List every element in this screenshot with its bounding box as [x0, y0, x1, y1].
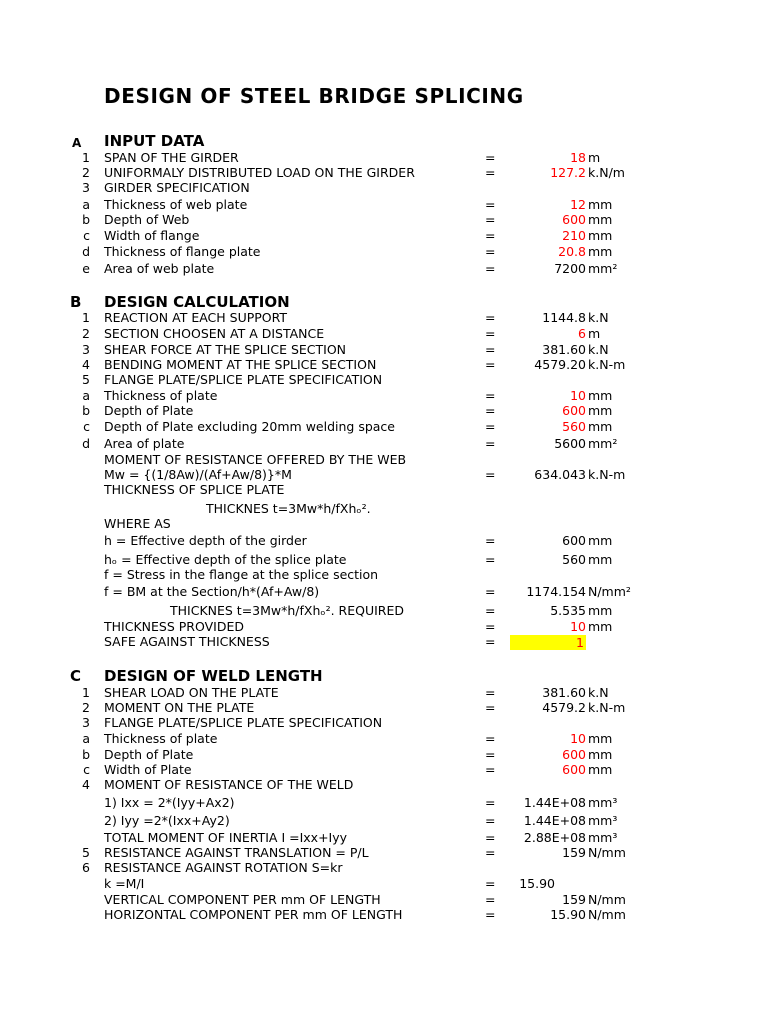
row-unit: mm	[588, 619, 613, 634]
equals-sign: =	[485, 150, 496, 165]
safety-check-cell: 1	[510, 635, 586, 650]
row-number: b	[82, 747, 90, 762]
row-label: Width of flange	[104, 228, 200, 243]
data-row	[0, 467, 768, 483]
row-number: 1	[82, 310, 90, 325]
page-title: DESIGN OF STEEL BRIDGE SPLICING	[104, 84, 524, 108]
data-row	[0, 197, 768, 213]
computed-value: 634.043	[534, 467, 586, 482]
equals-sign: =	[485, 212, 496, 227]
data-row	[0, 552, 768, 568]
row-label: RESISTANCE AGAINST TRANSLATION = P/L	[104, 845, 369, 860]
equals-sign: =	[485, 244, 496, 259]
data-row	[0, 876, 768, 892]
data-row	[0, 747, 768, 763]
equals-sign: =	[485, 357, 496, 372]
row-number: c	[83, 762, 90, 777]
data-row	[0, 567, 768, 583]
row-label: VERTICAL COMPONENT PER mm OF LENGTH	[104, 892, 381, 907]
row-unit: mm³	[588, 795, 618, 810]
row-label: BENDING MOMENT AT THE SPLICE SECTION	[104, 357, 377, 372]
equals-sign: =	[485, 552, 496, 567]
computed-value: 159	[562, 892, 586, 907]
row-unit: N/mm	[588, 907, 626, 922]
computed-value: 15.90	[550, 907, 586, 922]
row-label: Depth of Web	[104, 212, 190, 227]
computed-value: 2.88E+08	[523, 830, 586, 845]
row-unit: mm	[588, 533, 613, 548]
row-unit: mm	[588, 388, 613, 403]
row-unit: m	[588, 326, 601, 341]
computed-value: 1.44E+08	[523, 813, 586, 828]
row-number: 1	[82, 150, 90, 165]
data-row	[0, 777, 768, 793]
row-number: 3	[82, 180, 90, 195]
row-label: GIRDER SPECIFICATION	[104, 180, 250, 195]
data-row	[0, 452, 768, 468]
row-unit: mm	[588, 731, 613, 746]
row-unit: N/mm²	[588, 584, 631, 599]
computed-value: 7200	[554, 261, 586, 276]
equals-sign: =	[485, 165, 496, 180]
row-label: Depth of Plate	[104, 403, 194, 418]
row-label: Depth of Plate excluding 20mm welding space	[104, 419, 395, 434]
row-unit: mm	[588, 197, 613, 212]
row-unit: k.N	[588, 685, 609, 700]
row-number: 3	[82, 715, 90, 730]
input-value: 12	[570, 197, 586, 212]
row-unit: k.N-m	[588, 467, 626, 482]
input-value: 600	[562, 762, 586, 777]
computed-value: 5600	[554, 436, 586, 451]
row-number: d	[82, 436, 90, 451]
data-row	[0, 584, 768, 600]
data-row	[0, 634, 768, 650]
formula-label: TOTAL MOMENT OF INERTIA I =Ixx+Iyy	[104, 830, 348, 845]
data-row	[0, 533, 768, 549]
computed-value: 1.44E+08	[523, 795, 586, 810]
row-number: 3	[82, 342, 90, 357]
row-label: SECTION CHOOSEN AT A DISTANCE	[104, 326, 325, 341]
data-row	[0, 244, 768, 260]
row-unit: mm	[588, 244, 613, 259]
row-unit: mm²	[588, 261, 618, 276]
row-label: Area of web plate	[104, 261, 215, 276]
data-row	[0, 907, 768, 923]
data-row	[0, 715, 768, 731]
row-number: a	[82, 197, 90, 212]
data-row	[0, 482, 768, 498]
row-label: REACTION AT EACH SUPPORT	[104, 310, 288, 325]
section-letter: A	[72, 136, 82, 150]
computed-value: 159	[562, 845, 586, 860]
row-unit: mm	[588, 228, 613, 243]
row-number: c	[83, 419, 90, 434]
data-row	[0, 342, 768, 358]
data-row	[0, 150, 768, 166]
formula-label: 2) Iyy =2*(Ixx+Ay2)	[104, 813, 230, 828]
data-row	[0, 180, 768, 196]
equals-sign: =	[485, 813, 496, 828]
row-unit: mm	[588, 747, 613, 762]
computed-value: 5.535	[550, 603, 586, 618]
row-unit: N/mm	[588, 892, 626, 907]
row-number: 5	[82, 845, 90, 860]
row-label: SHEAR LOAD ON THE PLATE	[104, 685, 279, 700]
equals-sign: =	[485, 747, 496, 762]
row-unit: mm	[588, 212, 613, 227]
row-label: Thickness of flange plate	[104, 244, 261, 259]
formula-label: f = BM at the Section/h*(Af+Aw/8)	[104, 584, 320, 599]
data-row	[0, 603, 768, 619]
equals-sign: =	[485, 700, 496, 715]
equals-sign: =	[485, 634, 496, 649]
computed-value: 560	[562, 552, 586, 567]
row-label: Thickness of plate	[104, 388, 218, 403]
row-number: 1	[82, 685, 90, 700]
equals-sign: =	[485, 197, 496, 212]
data-row	[0, 310, 768, 326]
data-row	[0, 419, 768, 435]
row-label: MOMENT OF RESISTANCE OF THE WELD	[104, 777, 354, 792]
computed-value: 1174.154	[526, 584, 586, 599]
equals-sign: =	[485, 845, 496, 860]
row-label: Thickness of web plate	[104, 197, 248, 212]
computed-value: 600	[562, 533, 586, 548]
row-label: Area of plate	[104, 436, 185, 451]
formula-label: Mw = {(1/8Aw)/(Af+Aw/8)}*M	[104, 467, 292, 482]
equals-sign: =	[485, 876, 496, 891]
computed-value: 381.60	[542, 685, 586, 700]
data-row	[0, 228, 768, 244]
row-label: f = Stress in the flange at the splice section	[104, 567, 379, 582]
row-unit: k.N/m	[588, 165, 625, 180]
data-row	[0, 795, 768, 811]
row-label: hₒ = Effective depth of the splice plate	[104, 552, 347, 567]
equals-sign: =	[485, 907, 496, 922]
row-number: 2	[82, 700, 90, 715]
row-unit: mm	[588, 419, 613, 434]
row-label: MOMENT ON THE PLATE	[104, 700, 255, 715]
formula-label: 1) Ixx = 2*(Iyy+Ax2)	[104, 795, 235, 810]
row-number: 2	[82, 165, 90, 180]
section-heading: INPUT DATA	[104, 132, 205, 150]
row-label: SAFE AGAINST THICKNESS	[104, 634, 270, 649]
data-row	[0, 436, 768, 452]
row-number: a	[82, 731, 90, 746]
data-row	[0, 830, 768, 846]
equals-sign: =	[485, 326, 496, 341]
row-number: 2	[82, 326, 90, 341]
data-row	[0, 261, 768, 277]
row-label: Depth of Plate	[104, 747, 194, 762]
input-value: 560	[562, 419, 586, 434]
section-heading: DESIGN OF WELD LENGTH	[104, 667, 323, 685]
section-b-header	[0, 294, 768, 310]
section-c-header	[0, 668, 768, 684]
data-row	[0, 165, 768, 181]
equals-sign: =	[485, 731, 496, 746]
equals-sign: =	[485, 762, 496, 777]
formula-label: THICKNES t=3Mw*h/fXhₒ².	[206, 501, 371, 516]
data-row	[0, 845, 768, 861]
equals-sign: =	[485, 467, 496, 482]
row-unit: mm	[588, 762, 613, 777]
section-letter: B	[70, 293, 82, 311]
equals-sign: =	[485, 584, 496, 599]
computed-value: 15.90	[519, 876, 555, 891]
equals-sign: =	[485, 436, 496, 451]
equals-sign: =	[485, 830, 496, 845]
data-row	[0, 403, 768, 419]
data-row	[0, 357, 768, 373]
input-value: 600	[562, 212, 586, 227]
computed-value: 381.60	[542, 342, 586, 357]
row-number: 4	[82, 777, 90, 792]
input-value: 10	[570, 619, 586, 634]
data-row	[0, 501, 768, 517]
equals-sign: =	[485, 342, 496, 357]
equals-sign: =	[485, 603, 496, 618]
row-unit: k.N	[588, 310, 609, 325]
data-row	[0, 731, 768, 747]
row-number: e	[82, 261, 90, 276]
input-value: 600	[562, 747, 586, 762]
row-unit: k.N-m	[588, 357, 626, 372]
row-unit: mm³	[588, 830, 618, 845]
row-label: SPAN OF THE GIRDER	[104, 150, 239, 165]
data-row	[0, 212, 768, 228]
computed-value: 4579.20	[534, 357, 586, 372]
row-label: SHEAR FORCE AT THE SPLICE SECTION	[104, 342, 347, 357]
equals-sign: =	[485, 892, 496, 907]
row-label: THICKNESS PROVIDED	[104, 619, 244, 634]
row-unit: N/mm	[588, 845, 626, 860]
input-value: 127.2	[550, 165, 586, 180]
equals-sign: =	[485, 310, 496, 325]
equals-sign: =	[485, 261, 496, 276]
row-label: h = Effective depth of the girder	[104, 533, 307, 548]
input-value: 6	[578, 326, 586, 341]
data-row	[0, 619, 768, 635]
row-number: b	[82, 403, 90, 418]
row-unit: k.N	[588, 342, 609, 357]
data-row	[0, 388, 768, 404]
section-letter: C	[70, 667, 82, 685]
equals-sign: =	[485, 619, 496, 634]
row-label: Width of Plate	[104, 762, 192, 777]
section-heading: DESIGN CALCULATION	[104, 293, 290, 311]
data-row	[0, 700, 768, 716]
row-unit: mm	[588, 403, 613, 418]
data-row	[0, 372, 768, 388]
row-number: 4	[82, 357, 90, 372]
row-unit: mm³	[588, 813, 618, 828]
row-number: 6	[82, 860, 90, 875]
row-number: b	[82, 212, 90, 227]
row-label: FLANGE PLATE/SPLICE PLATE SPECIFICATION	[104, 372, 383, 387]
computed-value: 4579.2	[542, 700, 586, 715]
formula-label: THICKNES t=3Mw*h/fXhₒ². REQUIRED	[170, 603, 405, 618]
row-label: FLANGE PLATE/SPLICE PLATE SPECIFICATION	[104, 715, 383, 730]
section-a-header	[0, 133, 768, 149]
row-label: MOMENT OF RESISTANCE OFFERED BY THE WEB	[104, 452, 407, 467]
row-number: c	[83, 228, 90, 243]
input-value: 10	[570, 731, 586, 746]
data-row	[0, 813, 768, 829]
row-label: RESISTANCE AGAINST ROTATION S=kr	[104, 860, 343, 875]
data-row	[0, 516, 768, 532]
input-value: 20.8	[558, 244, 586, 259]
row-unit: m	[588, 150, 601, 165]
data-row	[0, 685, 768, 701]
row-label: UNIFORMALY DISTRIBUTED LOAD ON THE GIRDER	[104, 165, 415, 180]
computed-value: 1144.8	[542, 310, 586, 325]
equals-sign: =	[485, 533, 496, 548]
equals-sign: =	[485, 419, 496, 434]
row-unit: mm	[588, 552, 613, 567]
row-unit: k.N-m	[588, 700, 626, 715]
input-value: 600	[562, 403, 586, 418]
equals-sign: =	[485, 388, 496, 403]
row-label: Thickness of plate	[104, 731, 218, 746]
row-label: THICKNESS OF SPLICE PLATE	[104, 482, 285, 497]
data-row	[0, 892, 768, 908]
row-label: HORIZONTAL COMPONENT PER mm OF LENGTH	[104, 907, 403, 922]
formula-label: k =M/I	[104, 876, 145, 891]
row-unit: mm²	[588, 436, 618, 451]
row-number: d	[82, 244, 90, 259]
equals-sign: =	[485, 685, 496, 700]
data-row	[0, 762, 768, 778]
input-value: 210	[562, 228, 586, 243]
input-value: 18	[570, 150, 586, 165]
equals-sign: =	[485, 403, 496, 418]
data-row	[0, 860, 768, 876]
row-number: 5	[82, 372, 90, 387]
data-row	[0, 326, 768, 342]
input-value: 10	[570, 388, 586, 403]
equals-sign: =	[485, 228, 496, 243]
row-unit: mm	[588, 603, 613, 618]
row-label: WHERE AS	[104, 516, 171, 531]
equals-sign: =	[485, 795, 496, 810]
row-number: a	[82, 388, 90, 403]
